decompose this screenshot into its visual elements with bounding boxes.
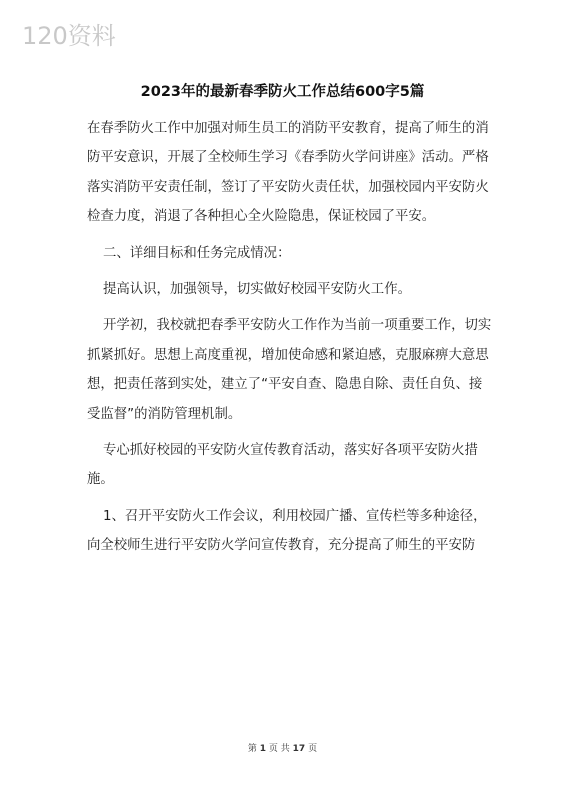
- section-heading: 二、详细目标和任务完成情况：: [103, 245, 291, 261]
- paragraph: 专心抓好校园的平安防火宣传教育活动，落实好各项平安防火措施。: [87, 443, 478, 488]
- footer-prefix: 第: [247, 744, 257, 754]
- page-footer: [0, 741, 565, 754]
- footer-suffix: 页: [308, 744, 318, 754]
- paragraph: 1、召开平安防火工作会议，利用校园广播、宣传栏等多种途径，向全校师生进行平安防火学问宣传教育，充分提高了师生的平安防: [87, 508, 487, 554]
- document-title: 2023年的最新春季防火工作总结600字5篇: [140, 84, 425, 100]
- paragraph: 在春季防火工作中加强对师生员工的消防平安教育，提高了师生的消防平安意识，开展了全校师生学习《春季防火学问讲座》活动。严格落实消防平安责任制，签订了平安防火责任状，加强校园内平安防火检查力度，消退了各种担心全火险隐患，保证校园了平安。: [87, 121, 489, 225]
- paragraph: 开学初，我校就把春季平安防火工作作为当前一项重要工作，切实抓紧抓好。思想上高度重视，增加使命感和紧迫感，克服麻痹大意思想，把责任落到实处，建立了“平安自查、隐患自除、责任自负、接受监督”的消防管理机制。: [87, 318, 492, 422]
- current-page-number: 1: [259, 744, 267, 754]
- watermark: 120资料: [22, 22, 116, 50]
- total-page-count: 17: [292, 744, 306, 754]
- paragraph: 提高认识，加强领导，切实做好校园平安防火工作。: [103, 282, 411, 298]
- document-body: [87, 114, 492, 568]
- footer-middle: 页 共: [268, 744, 290, 754]
